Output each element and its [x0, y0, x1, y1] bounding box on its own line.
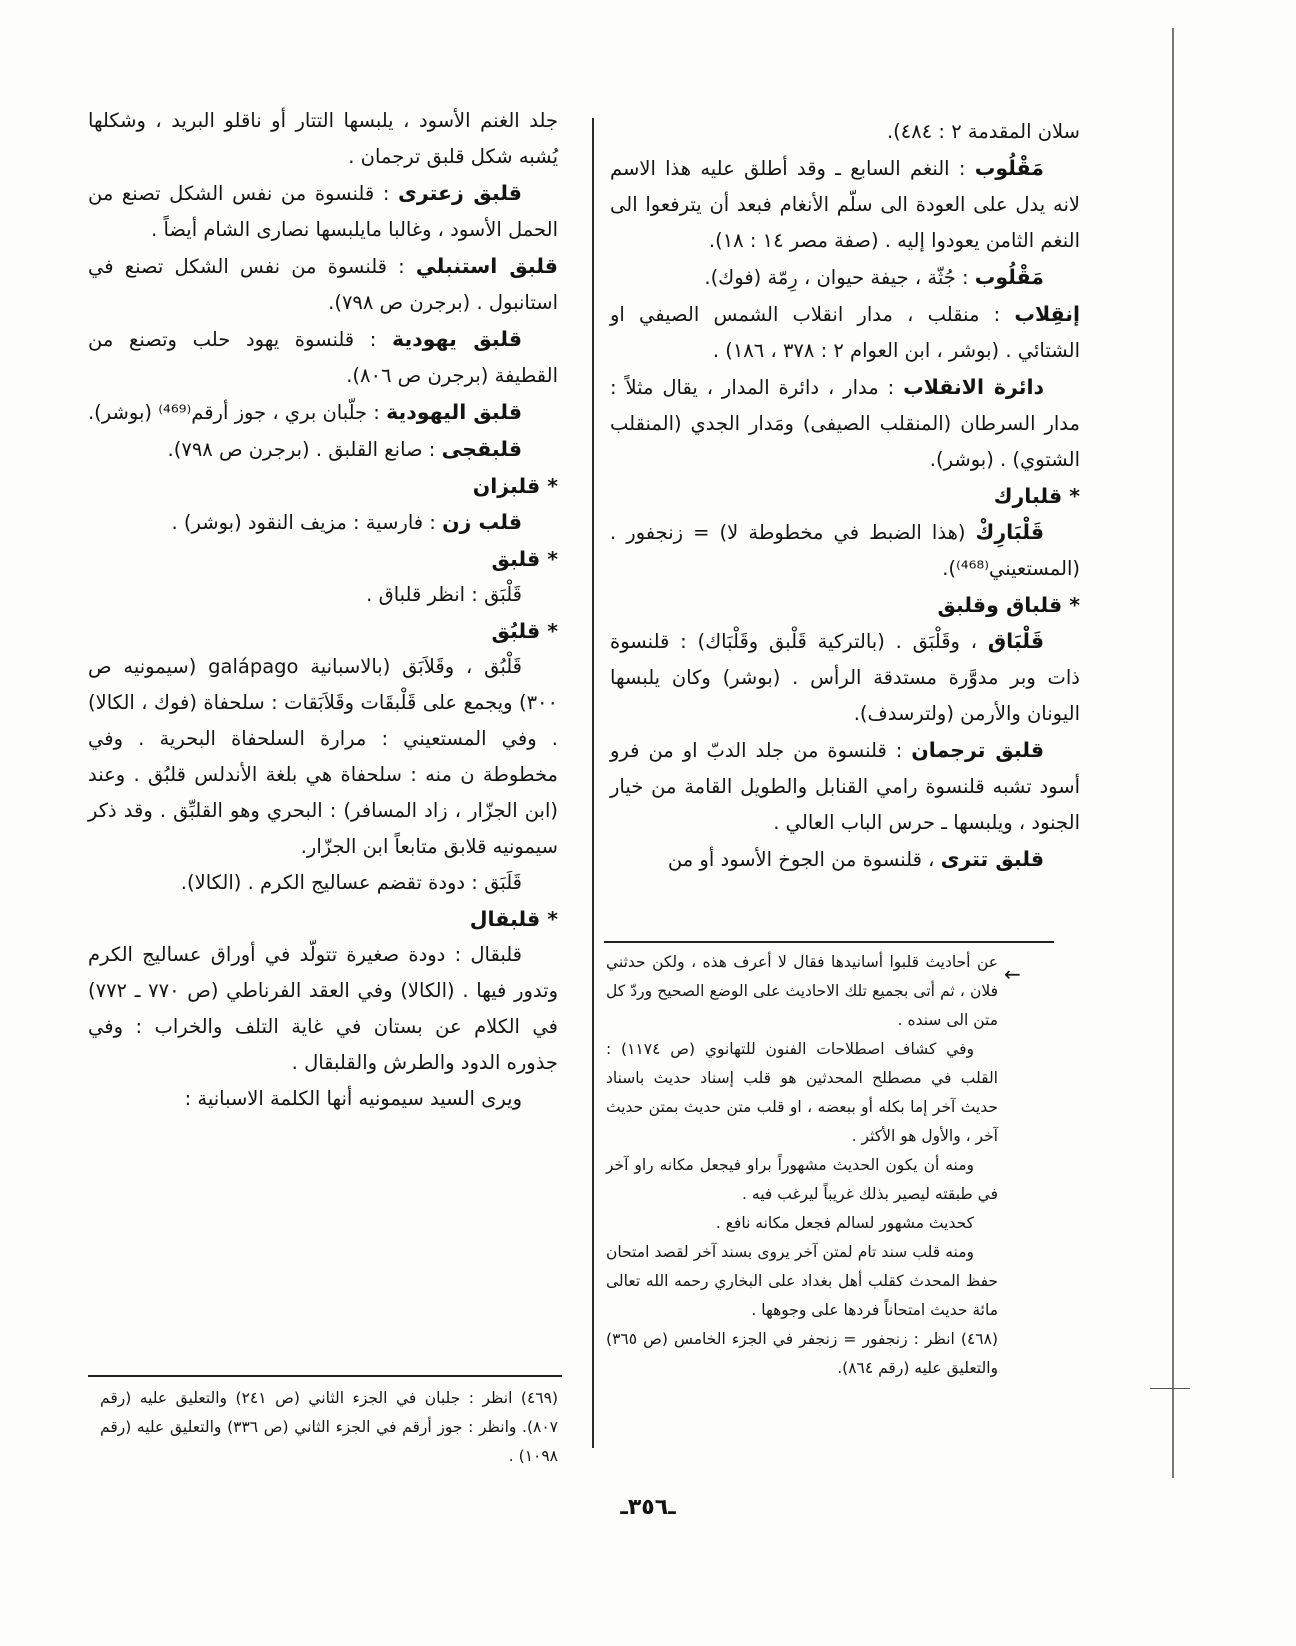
asterisk-marker: *	[1062, 593, 1080, 617]
entry-paragraph	[610, 623, 1080, 732]
footnote-paragraph: ومنه أن يكون الحديث مشهوراً براو فيجعل مكانه راو آخر في طبقته ليصير بذلك غريباً ليرغب فيه .	[606, 1156, 998, 1203]
entry-paragraph	[88, 865, 558, 901]
body-text: : جلّبان بري ، جوز أرقم⁽⁴⁶⁹⁾ (بوشر).	[87, 401, 387, 424]
body-text: ويرى السيد سيمونيه أنها الكلمة الاسبانية :	[184, 1087, 522, 1110]
entry-paragraph	[610, 114, 1080, 150]
footnote-paragraph: كحديث مشهور لسالم فجعل مكانه نافع .	[715, 1214, 974, 1232]
entry-paragraph	[88, 431, 558, 468]
body-text: : قلنسوة من نفس الشكل تصنع في استانبول . (برجرن ص ٧٩٨).	[88, 255, 558, 314]
body-text: : منقلب ، مدار انقلاب الشمس الصيفي او الشتائي . (بوشر ، ابن العوام ٢ : ٣٧٨ ، ١٨٦) .	[610, 303, 1080, 362]
entry-paragraph	[88, 577, 558, 613]
entry-heading	[88, 613, 558, 649]
asterisk-marker: *	[540, 474, 558, 498]
asterisk-marker: *	[540, 547, 558, 571]
headword: مَقْلُوب	[974, 265, 1044, 289]
page-number: ـ٣٥٦ـ	[620, 1495, 676, 1520]
asterisk-marker: *	[540, 907, 558, 931]
body-text: ، قلنسوة من الجوخ الأسود أو من	[667, 848, 941, 871]
heading-text: قلبق	[491, 547, 541, 571]
body-text: : صانع القلبق . (برجرن ص ٧٩٨).	[167, 438, 442, 461]
footnotes-right	[606, 948, 998, 1383]
headword: قلبق زعترى	[398, 181, 522, 205]
entry-paragraph	[88, 321, 558, 394]
entry-paragraph	[88, 649, 558, 865]
footnote-paragraph: وفي كشاف اصطلاحات الفنون للتهانوي (ص ١١٧٤) : القلب في مصطلح المحدثين هو قلب إسناد حديث باسناد حديث آخر إما بكله أو ببعضه ، او قلب متن حديث بمتن حديث آخر ، والأول هو الأكثر .	[606, 1040, 998, 1145]
headword: قلبق يهودية	[392, 327, 523, 351]
footnote-paragraph: عن أحاديث قلبوا أسانيدها فقال لا أعرف هذه ، ولكن حدثني فلان ، ثم أتى بجميع تلك الاحاديث على الوضع الصحيح وردّ كل متن الى سنده .	[606, 953, 998, 1029]
entry-heading	[88, 541, 558, 577]
entry-paragraph	[610, 369, 1080, 478]
right-column	[610, 114, 1080, 878]
headword: قَلْبَارِكْ	[975, 520, 1044, 544]
heading-text: قلبُق	[491, 619, 541, 643]
entry-paragraph	[610, 259, 1080, 296]
entry-paragraph	[610, 514, 1080, 587]
headword: قَلْبَاق	[987, 629, 1044, 653]
footnote-paragraph: ومنه قلب سند تام لمتن آخر يروى بسند آخر لقصد امتحان حفظ المحدث كقلب أهل بغداد على البخاري رحمه الله تعالى مائة حديث امتحاناً فردها على وجوهها .	[606, 1243, 998, 1319]
body-text: (هذا الضبط في مخطوطة لا) = زنجفور . (المستعيني⁽⁴⁶⁸⁾).	[610, 521, 1080, 580]
body-text: جلد الغنم الأسود ، يلبسها التتار أو ناقلو البريد ، وشكلها يُشبه شكل قلبق ترجمان .	[88, 109, 558, 168]
entry-paragraph	[88, 504, 558, 541]
body-text: قَلْبَق : انظر قلباق .	[366, 583, 522, 606]
scan-edge-tick	[1150, 1388, 1190, 1389]
entry-paragraph	[88, 394, 558, 431]
entry-paragraph	[610, 150, 1080, 259]
column-divider	[592, 118, 594, 1448]
entry-paragraph	[610, 841, 1080, 878]
body-text: : جُثّة ، جيفة حيوان ، رِمّة (فوك).	[704, 266, 975, 289]
headword: إنقِلاب	[1014, 302, 1080, 326]
entry-paragraph	[88, 1081, 558, 1117]
entry-paragraph	[610, 732, 1080, 841]
entry-paragraph	[88, 248, 558, 321]
headword: قلبقجى	[441, 437, 522, 461]
heading-text: قلبقال	[469, 907, 541, 931]
left-column	[88, 103, 558, 1117]
asterisk-marker: *	[1062, 484, 1080, 508]
body-text: سلان المقدمة ٢ : ٤٨٤).	[886, 120, 1080, 143]
continuation-arrow-icon: ←	[1004, 962, 1021, 986]
headword: قلبق ترجمان	[911, 738, 1044, 762]
entry-heading	[88, 901, 558, 937]
asterisk-marker: *	[540, 619, 558, 643]
entry-paragraph	[88, 175, 558, 248]
entry-paragraph	[88, 103, 558, 175]
headword: قلبق استنبلي	[415, 254, 558, 278]
body-text: : فارسية : مزيف النقود (بوشر) .	[171, 511, 443, 534]
heading-text: قلبزان	[472, 474, 541, 498]
headword: دائرة الانقلاب	[903, 375, 1044, 399]
headword: قلب زن	[442, 510, 522, 534]
body-text: : قلنسوة من نفس الشكل تصنع من الحمل الأسود ، وغالبا مايلبسها نصارى الشام أيضاً .	[88, 182, 558, 241]
entry-heading	[610, 478, 1080, 514]
footnote-rule-left	[88, 1375, 562, 1377]
scan-edge-line	[1172, 28, 1174, 1478]
entry-heading	[610, 587, 1080, 623]
body-text: : مدار ، دائرة المدار ، يقال مثلاً : مدار السرطان (المنقلب الصيفى) ومَدار الجدي (المنقلب الشتوي) . (بوشر).	[610, 376, 1080, 471]
headword: قلبق تترى	[940, 847, 1044, 871]
entry-heading	[88, 468, 558, 504]
heading-text: قلبارك	[993, 484, 1063, 508]
entry-paragraph	[610, 296, 1080, 369]
headword: قلبق اليهودية	[386, 400, 522, 424]
body-text: ، وقَلْبَق . (بالتركية قَلْبق وقَلْبَاك) : قلنسوة ذات وبر مدوَّرة مستدقة الرأس . (بوشر) وكان يلبسها اليونان والأرمن (ولترسدف).	[610, 630, 1080, 725]
headword: مَقْلُوب	[974, 156, 1044, 180]
footnote-rule-right	[604, 941, 1054, 943]
heading-text: قلباق وقلبق	[937, 593, 1063, 617]
entry-paragraph	[88, 937, 558, 1081]
body-text: قَلَبَق : دودة تقضم عساليج الكرم . (الكالا).	[180, 871, 522, 894]
body-text: : قلنسوة يهود حلب وتصنع من القطيفة (برجرن ص ٨٠٦).	[88, 328, 558, 387]
body-text: قلبقال : دودة صغيرة تتولّد في أوراق عساليج الكرم وتدور فيها . (الكالا) وفي العقد الفرناطي (ص ٧٧٠ ـ ٧٧٢) في الكلام عن بستان في غاية التلف والخراب : وفي جذوره الدود والطرش والقلبقال .	[88, 943, 558, 1074]
footnote-paragraph: (٤٦٩) انظر : جلبان في الجزء الثاني (ص ٢٤١) والتعليق عليه (رقم ٨٠٧). وانظر : جوز أرقم في الجزء الثاني (ص ٣٣٦) والتعليق عليه (رقم ١٠٩٨) .	[100, 1389, 559, 1465]
footnote-paragraph: (٤٦٨) انظر : زنجفور = زنجفر في الجزء الخامس (ص ٣٦٥) والتعليق عليه (رقم ٨٦٤).	[606, 1330, 998, 1377]
body-text: قَلْبُق ، وقَلاَبَق (بالاسبانية galápago (سيمونيه ص ٣٠٠) ويجمع على قَلْبقَات وقَلاَبَقات : سلحفاة (فوك ، الكالا) . وفي المستعيني : مرارة السلحفاة البحرية . وفي مخطوطة ن منه : سلحفاة هي بلغة الأندلس قلبُق . وعند (ابن الجزّار ، زاد المسافر) : البحري وهو القلبِّق . وقد ذكر سيمونيه قلابق متابعاً ابن الجزّار.	[88, 655, 558, 858]
body-text: : النغم السابع ـ وقد أطلق عليه هذا الاسم لانه يدل على العودة الى سلّم الأنغام فبعد أن يترفعوا الى النغم الثامن يعودوا إليه . (صفة مصر ١٤ : ١٨).	[610, 157, 1080, 252]
footnotes-left	[100, 1384, 558, 1471]
body-text: : قلنسوة من جلد الدبّ او من فرو أسود تشبه قلنسوة رامي القنابل والطويل القامة من خيار الجنود ، ويلبسها ـ حرس الباب العالي .	[610, 739, 1080, 834]
